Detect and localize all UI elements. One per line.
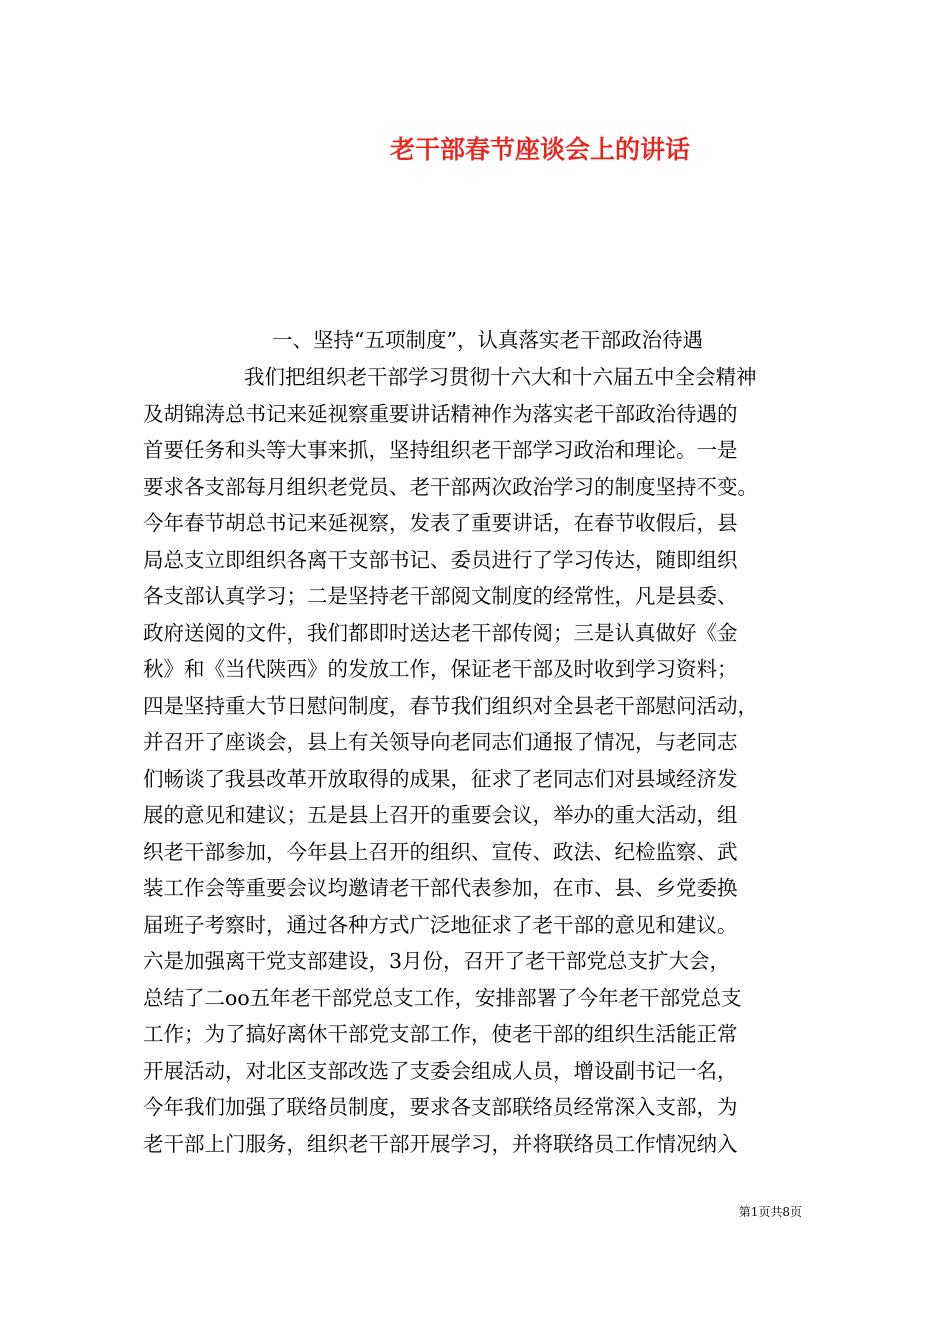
text-line: 四是坚持重大节日慰问制度，春节我们组织对全县老干部慰问活动， (143, 693, 758, 718)
text-line: 织老干部参加，今年县上召开的组织、宣传、政法、纪检监察、武 (143, 839, 738, 864)
text-line: 展的意见和建议；五是县上召开的重要会议，举办的重大活动，组 (143, 803, 738, 827)
text-line: 我们把组织老干部学习贯彻十六大和十六届五中全会精神 (244, 365, 757, 389)
text-line: 老干部上门服务，组织老干部开展学习，并将联络员工作情况纳入 (143, 1131, 738, 1156)
text-line: 开展活动，对北区支部改选了支委会组成人员，增设副书记一名， (143, 1058, 738, 1083)
text-line: 今年我们加强了联络员制度，要求各支部联络员经常深入支部，为 (143, 1095, 738, 1119)
text-line: 今年春节胡总书记来延视察，发表了重要讲话，在春节收假后，县 (143, 511, 738, 535)
text-line: 装工作会等重要会议均邀请老干部代表参加，在市、县、乡党委换 (143, 876, 738, 900)
text-line: 各支部认真学习；二是坚持老干部阅文制度的经常性，凡是县委、 (143, 584, 738, 608)
text-line: 秋》和《当代陕西》的发放工作，保证老干部及时收到学习资料； (143, 657, 738, 681)
text-line: 及胡锦涛总书记来延视察重要讲话精神作为落实老干部政治待遇的 (143, 401, 738, 426)
text-line: 并召开了座谈会，县上有关领导向老同志们通报了情况，与老同志 (143, 730, 738, 754)
text-line: 们畅谈了我县改革开放取得的成果，征求了老同志们对县域经济发 (143, 766, 738, 791)
text-line: 六是加强离干党支部建设，3月份，召开了老干部党总支扩大会， (143, 949, 731, 973)
text-line: 要求各支部每月组织老党员、老干部两次政治学习的制度坚持不变。 (143, 474, 758, 499)
text-line: 届班子考察时，通过各种方式广泛地征求了老干部的意见和建议。 (143, 912, 738, 937)
text-line: 首要任务和头等大事来抓，坚持组织老干部学习政治和理论。一是 (143, 438, 738, 462)
body-paragraph (143, 359, 823, 1162)
document-title: 老干部春节座谈会上的讲话 (389, 135, 690, 164)
text-line: 政府送阅的文件，我们都即时送达老干部传阅；三是认真做好《金 (143, 620, 738, 645)
page-indicator: 第1页共8页 (738, 1205, 802, 1219)
text-line: 局总支立即组织各离干支部书记、委员进行了学习传达，随即组织 (143, 547, 738, 572)
section-heading: 一、坚持“五项制度”，认真落实老干部政治待遇 (272, 328, 703, 352)
text-line: 总结了二oo五年老干部党总支工作，安排部署了今年老干部党总支 (143, 985, 742, 1010)
text-line: 工作；为了搞好离休干部党支部工作，使老干部的组织生活能正常 (143, 1022, 738, 1046)
